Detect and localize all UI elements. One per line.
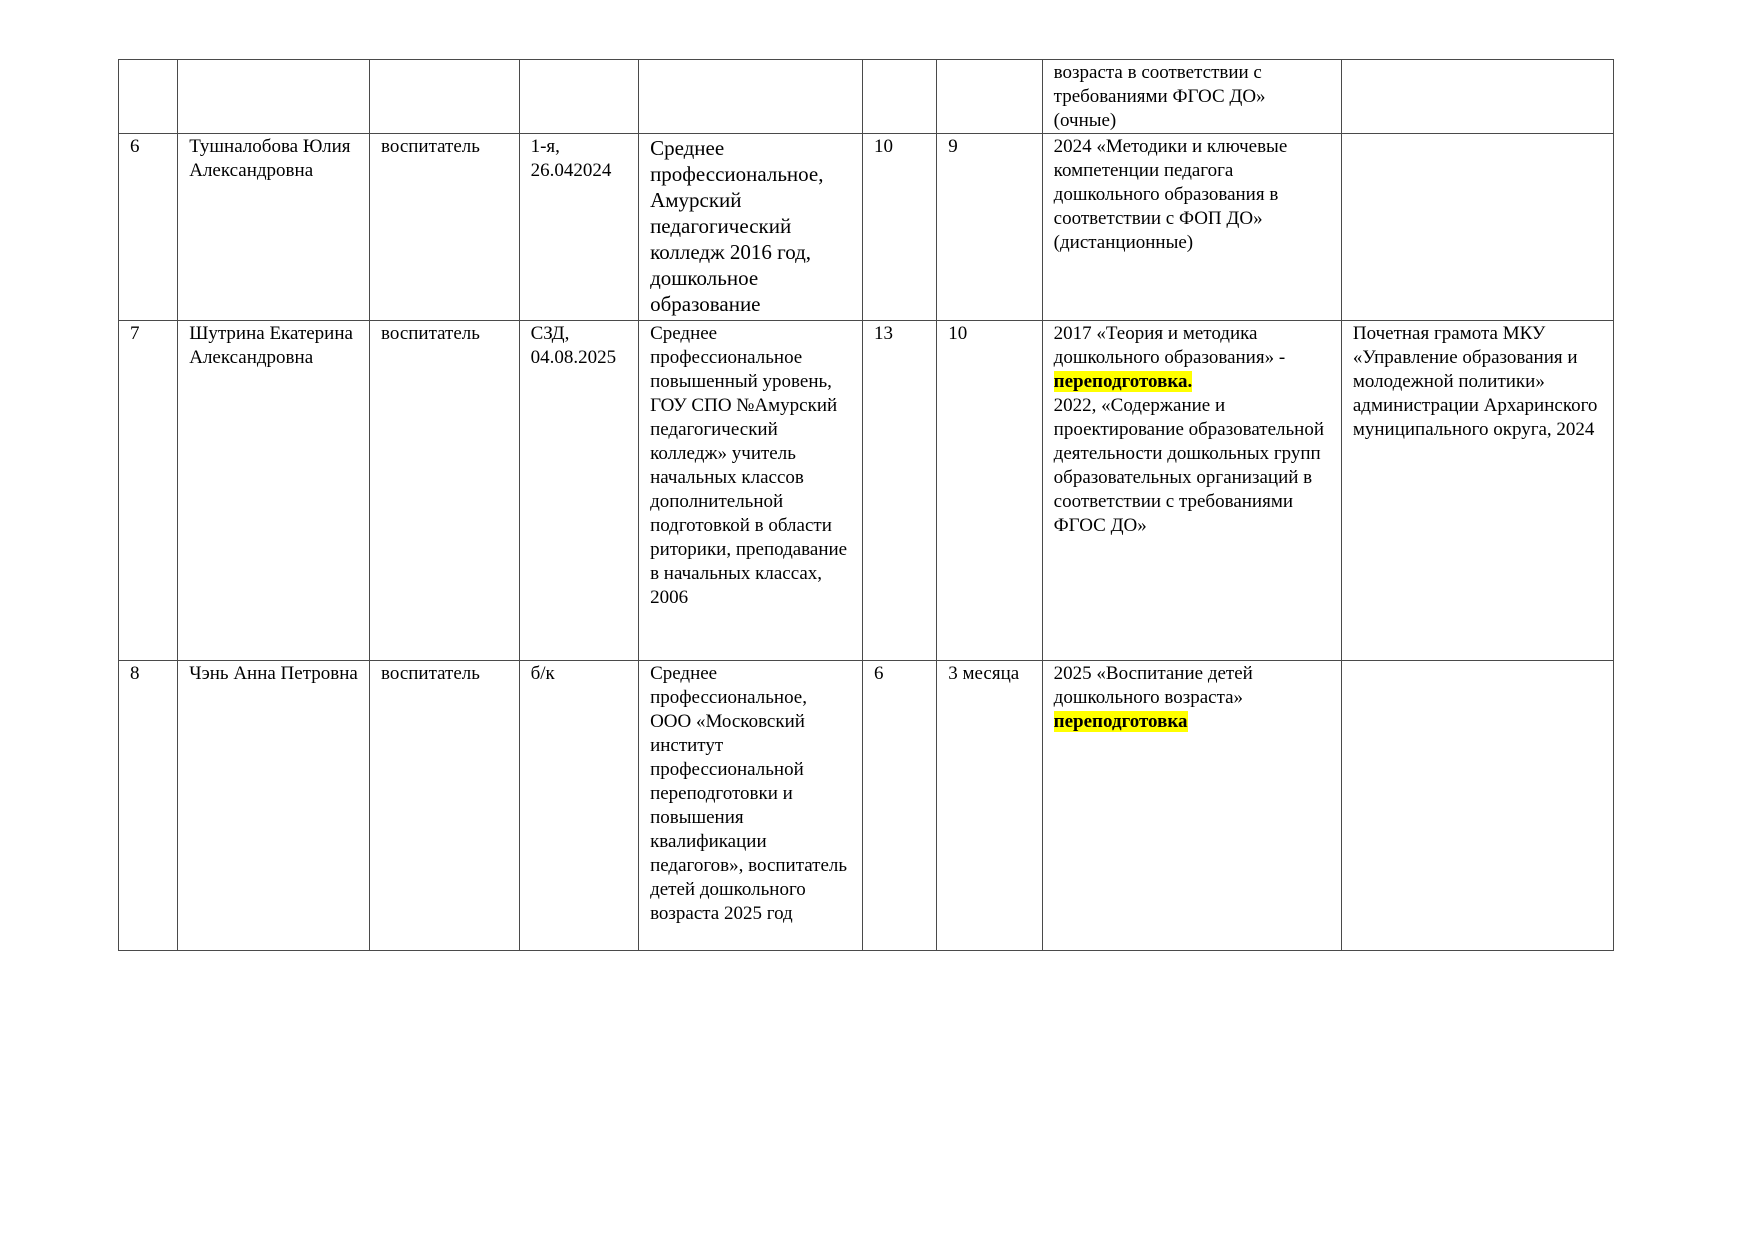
cell-position	[370, 60, 520, 134]
cell-education: Среднее профессиональное повышенный уровень, ГОУ СПО №Амурский педагогический колледж» учитель начальных классов дополнительной подготовкой в области риторики, преподавание в начальных классах, 2006	[639, 321, 863, 661]
cell-name: Шутрина Екатерина Александровна	[178, 321, 370, 661]
cell-name	[178, 60, 370, 134]
course-entry	[1054, 394, 1330, 538]
cell-category: СЗД, 04.08.2025	[519, 321, 638, 661]
cell-courses	[1042, 321, 1341, 661]
cell-category	[519, 60, 638, 134]
cell-education	[639, 60, 863, 134]
cell-ped-experience: 9	[937, 134, 1042, 321]
cell-num: 7	[119, 321, 178, 661]
cell-courses	[1042, 60, 1341, 134]
cell-position: воспитатель	[370, 321, 520, 661]
course-text: 2024 «Методики и ключевые компетенции педагога дошкольного образования в соответствии с ФОП ДО» (дистанционные)	[1053, 136, 1288, 253]
retraining-highlight: переподготовка.	[1053, 371, 1193, 392]
course-text: 2022, «Содержание и проектирование образовательной деятельности дошкольных групп образовательных организаций в соответствии с требованиями ФГОС ДО»	[1053, 395, 1325, 536]
cell-awards	[1341, 60, 1613, 134]
course-text: 2025 «Воспитание детей дошкольного возраста»	[1053, 663, 1253, 708]
table-row	[119, 321, 1614, 661]
cell-education: Среднее профессиональное, ООО «Московский институт профессиональной переподготовки и повышения квалификации педагогов», воспитатель детей дошкольного возраста 2025 год	[639, 661, 863, 951]
cell-num	[119, 60, 178, 134]
table-row	[119, 134, 1614, 321]
cell-awards: Почетная грамота МКУ «Управление образования и молодежной политики» администрации Архаринского муниципального округа, 2024	[1341, 321, 1613, 661]
cell-num: 8	[119, 661, 178, 951]
staff-table	[118, 59, 1614, 951]
cell-courses	[1042, 661, 1341, 951]
table-row	[119, 661, 1614, 951]
cell-category: 1-я, 26.042024	[519, 134, 638, 321]
cell-total-experience: 10	[862, 134, 936, 321]
table-row	[119, 60, 1614, 134]
cell-courses	[1042, 134, 1341, 321]
course-text: возраста в соответствии с требованиями ФГОС ДО» (очные)	[1053, 62, 1266, 131]
cell-position: воспитатель	[370, 134, 520, 321]
cell-education: Среднее профессиональное, Амурский педагогический колледж 2016 год, дошкольное образование	[639, 134, 863, 321]
cell-total-experience: 6	[862, 661, 936, 951]
cell-position: воспитатель	[370, 661, 520, 951]
cell-total-experience: 13	[862, 321, 936, 661]
course-text: 2017 «Теория и методика дошкольного образования» -	[1053, 323, 1286, 368]
cell-name: Чэнь Анна Петровна	[178, 661, 370, 951]
cell-name: Тушналобова Юлия Александровна	[178, 134, 370, 321]
cell-ped-experience: 10	[937, 321, 1042, 661]
course-entry	[1054, 710, 1330, 734]
cell-awards	[1341, 134, 1613, 321]
cell-ped-experience: 3 месяца	[937, 661, 1042, 951]
cell-ped-experience	[937, 60, 1042, 134]
cell-awards	[1341, 661, 1613, 951]
retraining-highlight: переподготовка	[1053, 711, 1188, 732]
course-entry	[1054, 322, 1330, 394]
cell-total-experience	[862, 60, 936, 134]
cell-category: б/к	[519, 661, 638, 951]
cell-num: 6	[119, 134, 178, 321]
course-entry	[1054, 662, 1330, 710]
